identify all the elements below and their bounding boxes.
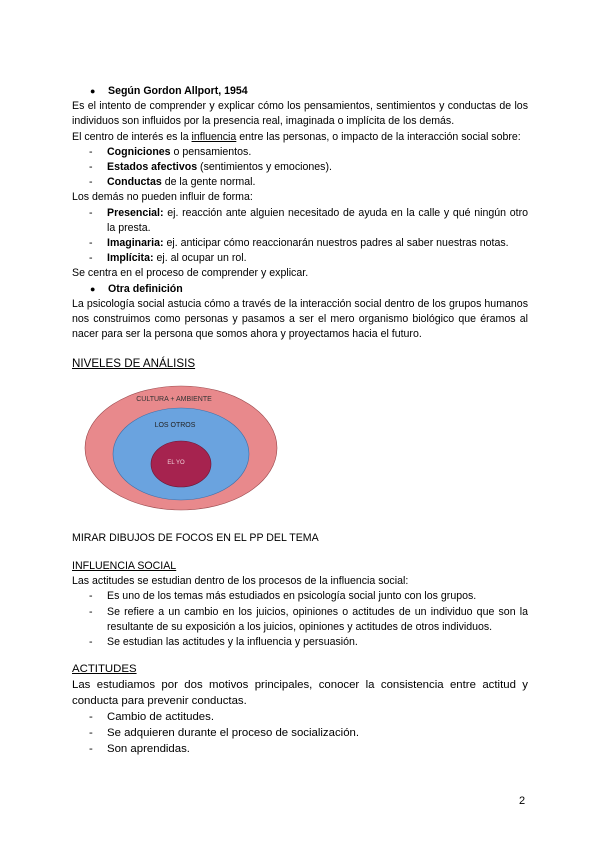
list-item: - Es uno de los temas más estudiados en psicología social junto con los grupos. xyxy=(89,590,477,603)
inner-circle-label: EL YO xyxy=(167,459,185,466)
paragraph-forms: Los demás no pueden influir de forma: xyxy=(72,191,253,204)
list-item: - Cambio de actitudes. xyxy=(89,711,215,724)
bullet-dot-icon: ● xyxy=(90,283,96,294)
document-body xyxy=(72,84,528,757)
list-item: - Son aprendidas. xyxy=(89,743,190,756)
list-influence-targets xyxy=(72,145,528,191)
middle-ring-label: LOS OTROS xyxy=(154,421,196,429)
list-item: - Estados afectivos (sentimientos y emociones). xyxy=(89,161,332,174)
list-item: - Se refiere a un cambio en los juicios, opiniones o actitudes de un individuo que son la resultante de su exposición a los juicios, opiniones y actitudes de otros individuos. xyxy=(89,605,528,633)
list-influencia xyxy=(72,589,528,650)
levels-diagram xyxy=(84,384,284,514)
paragraph-mirar: MIRAR DIBUJOS DE FOCOS EN EL PP DEL TEMA xyxy=(72,531,319,544)
paragraph-actitudes: Las estudiamos por dos motivos principales, conocer la consistencia entre actitud y conducta para prevenir conductas. xyxy=(72,679,528,708)
section-title-niveles: NIVELES DE ANÁLISIS xyxy=(72,357,196,371)
section-title-influencia: INFLUENCIA SOCIAL xyxy=(72,560,177,573)
bullet-dot-icon: ● xyxy=(90,86,96,96)
list-item: - Presencial: ej. reacción ante alguien necesitado de ayuda en la calle y qué ningún otro la presta. xyxy=(89,206,528,234)
list-influence-forms xyxy=(72,206,528,267)
paragraph-otra-definicion: La psicología social astucia cómo a través de la interacción social dentro de los grupos humanos nos construimos como personas y pasamos a ser el mero organismo biológico que éramos al nacer para ser la persona que somos ahora y proyectamos hacia el futuro. xyxy=(72,297,528,341)
paragraph-definition: Es el intento de comprender y explicar cómo los pensamientos, sentimientos y conductas de los individuos son influidos por la presencia real, imaginada o implícita de los demás. xyxy=(72,100,528,128)
list-item: - Imaginaria: ej. anticipar cómo reaccionarán nuestros padres al saber nuestras notas. xyxy=(89,237,509,250)
section-title-actitudes: ACTITUDES xyxy=(72,663,137,676)
paragraph-centro: El centro de interés es la influencia entre las personas, o impacto de la interacción social sobre: xyxy=(72,130,521,143)
list-item: - Se adquieren durante el proceso de socialización. xyxy=(89,727,360,740)
page-number: 2 xyxy=(519,795,526,807)
heading-allport: ● Según Gordon Allport, 1954 xyxy=(72,84,528,99)
list-item: - Conductas de la gente normal. xyxy=(89,176,256,189)
heading-otra-definicion: ● Otra definición xyxy=(72,282,528,297)
paragraph-centra: Se centra en el proceso de comprender y explicar. xyxy=(72,267,309,280)
list-actitudes xyxy=(72,709,528,757)
list-item: - Se estudian las actitudes y la influencia y persuasión. xyxy=(89,636,358,649)
outer-ring-label: CULTURA + AMBIENTE xyxy=(136,395,212,403)
list-item: - Cogniciones o pensamientos. xyxy=(89,145,252,158)
list-item: - Implícita: ej. al ocupar un rol. xyxy=(89,252,247,265)
paragraph-actitudes-intro: Las actitudes se estudian dentro de los procesos de la influencia social: xyxy=(72,575,409,588)
